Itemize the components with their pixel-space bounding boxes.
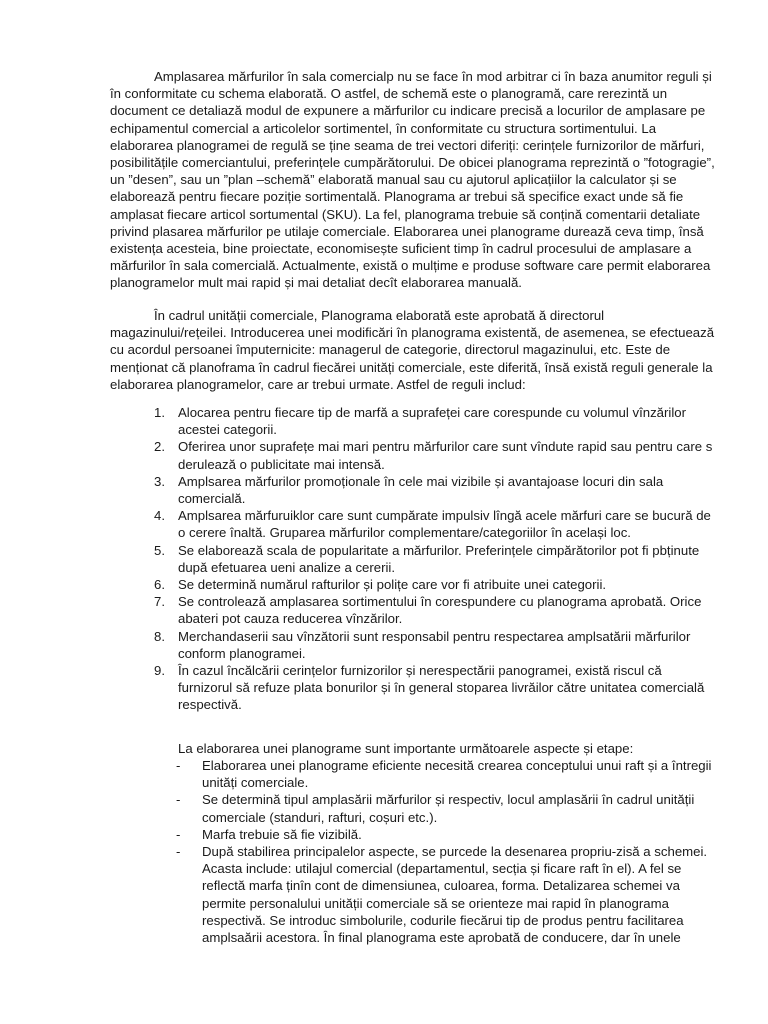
list-item: 5. Se elaborează scala de popularitate a mărfurilor. Preferințele cimpărătorilor pot fi pbținute după efetuarea ueni analize a cererii. (154, 542, 700, 575)
list-item: 8. Merchandaserii sau vînzătorii sunt responsabil pentru respectarea amplsatării mărfurilor conform planogramei. (154, 628, 691, 661)
stages-list (178, 757, 714, 946)
list-item: - După stabilirea principalelor aspecte, se purcede la desenarea propriu-zisă a schemei. Acasta include: utilajul comercial (departamentul, secția și ficare raft în el). A fel se reflectă marfa ținîn cont de dimensiunea, culoarea, forma. Detalizarea schemei va permite personalului unității comerciale să se orienteze mai rapid în planograma respectivă. Se introduc simbolurile, codurile fiecărui tip de produs pentru facilitarea amplsaării acestora. În final planograma este aprobată de conducere, dar în unele (176, 844, 708, 946)
list-item: 4. Amplsarea mărfuruiklor care sunt cumpărate impulsiv lîngă acele mărfuri care se bucură de o cerere înaltă. Gruparea mărfurilor complementare/categoriilor în același loc. (154, 508, 711, 541)
list-item: - Marfa trebuie să fie vizibilă. (176, 826, 362, 842)
list-item: 6. Se determină numărul rafturilor și polițe care vor fi atribuite unei categorii. (154, 577, 607, 593)
list-item: 9. În cazul încălcării cerințelor furnizorilor și nerespectării panogramei, există riscul că furnizorul să refuze plata bonurilor și în general stoparea livrăilor către unitatea comercială respectivă. (154, 663, 705, 713)
list-item: 7. Se controlează amplasarea sortimentului în corespundere cu planograma aprobată. Orice abateri pot cauza reducerea vînzărilor. (154, 594, 702, 627)
list-item: - Se determină tipul amplasării mărfurilor și respectiv, locul amplasării în cadrul unității comerciale (standuri, rafturi, coșuri etc.). (176, 792, 695, 825)
list-item: 1. Alocarea pentru fiecare tip de marfă a suprafeței care corespunde cu volumul vînzărilor acestei categorii. (154, 405, 686, 438)
list-item: - Elaborarea unei planograme eficiente necesită crearea conceptului unui raft și a întregii unități comerciale. (176, 758, 712, 791)
list-item: 2. Oferirea unor suprafețe mai mari pentru mărfurilor care sunt vîndute rapid sau pentru care s derulează o publicitate mai intensă. (154, 439, 713, 472)
stages-intro: La elaborarea unei planograme sunt importante următoarele aspecte și etape: (178, 741, 634, 756)
paragraph-planogram-approval: În cadrul unității comerciale, Planograma elaborată este aprobată ă directorul magazinului/rețeilei. Introducerea unei modificări în planograma existentă, de asemenea, se efectuează cu acordul persoanei împuternicite: managerul de categorie, directorul magazinului, etc. Este de menționat că planoframa în cadrul fiecărei unități comerciale, este diferită, însă există reguli generale la elaborarea planogramelor, care ar trebui urmate. Astfel de reguli includ: (110, 308, 715, 392)
list-item: 3. Amplsarea mărfurilor promoționale în cele mai vizibile și avantajoase locuri din sala comercială. (154, 473, 664, 507)
paragraph-planogram-intro: Amplasarea mărfurilor în sala comercialp nu se face în mod arbitrar ci în baza anumitor reguli și în conformitate cu schema elaborată. O astfel, de schemă este o planogramă, care rerezintă un document ce detaliază modul de expunere a mărfurilor cu indicare precisă a locurilor de amplasare pe echipamentul comercial a articolelor sortimentel, în conformitate cu structura sortimentului. La elaborarea planogramei de regulă se ține seama de trei vectori diferiți: cerințele furnizorilor de mărfuri, posibilitățile comerciantului, preferințele cumpărătorului. De obicei planograma reprezintă o ”fotogragie”, un ”desen”, sau un ”plan –schemă” elaborată manual sau cu ajutorul aplicațiilor la calculator și se elaborează pentru fiecare poziție sortimentală. Planograma ar trebui să specifice exact unde să fie amplasat fiecare articol sortumental (SKU). La fel, planograma trebuie să conțină comentarii detaliate privind plasarea mărfurilor pe utilaje comerciale. Elaborarea unei planograme durează ceva timp, însă existența acesteia, bine proiectate, economisește suficient timp în cadrul procesului de amplasare a mărfurilor în sala comercială. Actualmente, există o mulțime e produse software care permit elaborarea planogramelor mult mai rapid și mai detaliat decît elaborarea manuală. (110, 69, 715, 291)
rules-list (154, 404, 714, 714)
